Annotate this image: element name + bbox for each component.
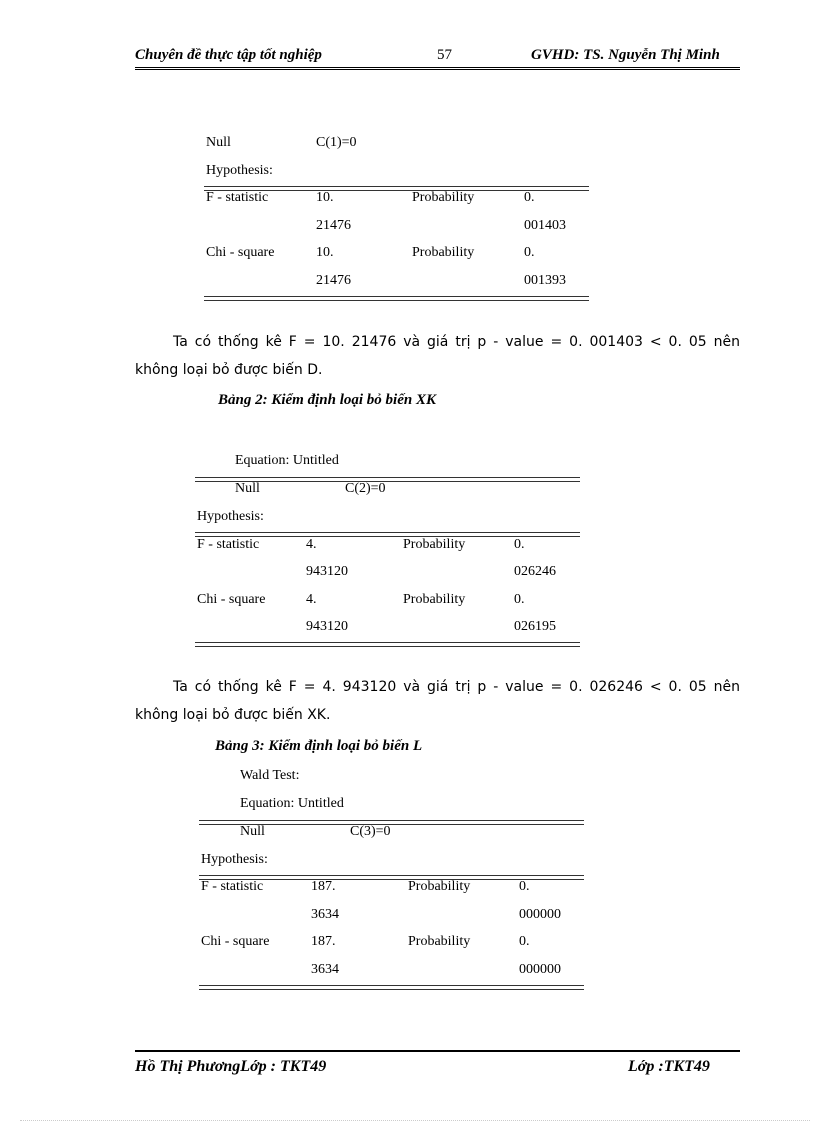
probability-value: 0. bbox=[514, 537, 525, 552]
probability-label: Probability bbox=[412, 245, 475, 260]
stat-value: 10. bbox=[316, 245, 334, 260]
stat-value-cont: 21476 bbox=[316, 218, 351, 233]
row-label: Chi - square bbox=[201, 934, 270, 949]
probability-label: Probability bbox=[408, 879, 471, 894]
probability-value-cont: 000000 bbox=[519, 907, 561, 922]
null-label: Null bbox=[206, 135, 231, 150]
row-label: F - statistic bbox=[201, 879, 264, 894]
probability-value: 0. bbox=[524, 245, 535, 260]
stat-value: 187. bbox=[311, 879, 336, 894]
stat-value: 4. bbox=[306, 592, 317, 607]
probability-value-cont: 001403 bbox=[524, 218, 566, 233]
stat-value-cont: 21476 bbox=[316, 273, 351, 288]
hypothesis-label: Hypothesis: bbox=[201, 852, 268, 867]
table-rule bbox=[195, 642, 580, 647]
stat-value-cont: 3634 bbox=[311, 962, 339, 977]
header-supervisor: GVHD: TS. Nguyễn Thị Minh bbox=[531, 47, 720, 63]
header-rule bbox=[135, 67, 740, 68]
table-rule bbox=[204, 296, 589, 301]
footer-rule bbox=[135, 1050, 740, 1052]
probability-label: Probability bbox=[403, 592, 466, 607]
table-caption: Bảng 2: Kiểm định loại bỏ biến XK bbox=[218, 392, 436, 408]
null-value: C(3)=0 bbox=[350, 824, 391, 839]
stat-value-cont: 3634 bbox=[311, 907, 339, 922]
header-title: Chuyên đề thực tập tốt nghiệp bbox=[135, 47, 322, 63]
row-label: Chi - square bbox=[206, 245, 275, 260]
probability-value: 0. bbox=[519, 879, 530, 894]
null-value: C(1)=0 bbox=[316, 135, 357, 150]
wald-test-label: Wald Test: bbox=[240, 768, 300, 783]
probability-value: 0. bbox=[514, 592, 525, 607]
probability-value-cont: 001393 bbox=[524, 273, 566, 288]
stat-value-cont: 943120 bbox=[306, 564, 348, 579]
stat-value: 10. bbox=[316, 190, 334, 205]
stat-value-cont: 943120 bbox=[306, 619, 348, 634]
probability-value-cont: 026195 bbox=[514, 619, 556, 634]
paragraph-line: không loại bỏ được biến D. bbox=[135, 362, 323, 378]
hypothesis-label: Hypothesis: bbox=[206, 163, 273, 178]
paragraph-line: Ta có thống kê F = 4. 943120 và giá trị p - value = 0. 026246 < 0. 05 nên bbox=[173, 679, 740, 695]
hypothesis-label: Hypothesis: bbox=[197, 509, 264, 524]
equation-label: Equation: Untitled bbox=[235, 453, 339, 468]
paragraph-line: Ta có thống kê F = 10. 21476 và giá trị p - value = 0. 001403 < 0. 05 nên bbox=[173, 334, 740, 350]
probability-value: 0. bbox=[519, 934, 530, 949]
probability-label: Probability bbox=[408, 934, 471, 949]
probability-value-cont: 026246 bbox=[514, 564, 556, 579]
null-label: Null bbox=[235, 481, 260, 496]
probability-value: 0. bbox=[524, 190, 535, 205]
footer-class: Lớp :TKT49 bbox=[628, 1058, 710, 1075]
row-label: Chi - square bbox=[197, 592, 266, 607]
header-rule-2 bbox=[135, 69, 740, 70]
table-rule bbox=[199, 985, 584, 990]
footer-author: Hồ Thị PhươngLớp : TKT49 bbox=[135, 1058, 327, 1075]
page-edge-divider bbox=[20, 1120, 810, 1121]
row-label: F - statistic bbox=[206, 190, 269, 205]
page-number: 57 bbox=[437, 47, 452, 63]
null-value: C(2)=0 bbox=[345, 481, 386, 496]
null-label: Null bbox=[240, 824, 265, 839]
table-caption: Bảng 3: Kiểm định loại bỏ biến L bbox=[215, 738, 423, 754]
stat-value: 187. bbox=[311, 934, 336, 949]
stat-value: 4. bbox=[306, 537, 317, 552]
row-label: F - statistic bbox=[197, 537, 260, 552]
probability-label: Probability bbox=[412, 190, 475, 205]
probability-label: Probability bbox=[403, 537, 466, 552]
equation-label: Equation: Untitled bbox=[240, 796, 344, 811]
probability-value-cont: 000000 bbox=[519, 962, 561, 977]
paragraph-line: không loại bỏ được biến XK. bbox=[135, 707, 331, 723]
